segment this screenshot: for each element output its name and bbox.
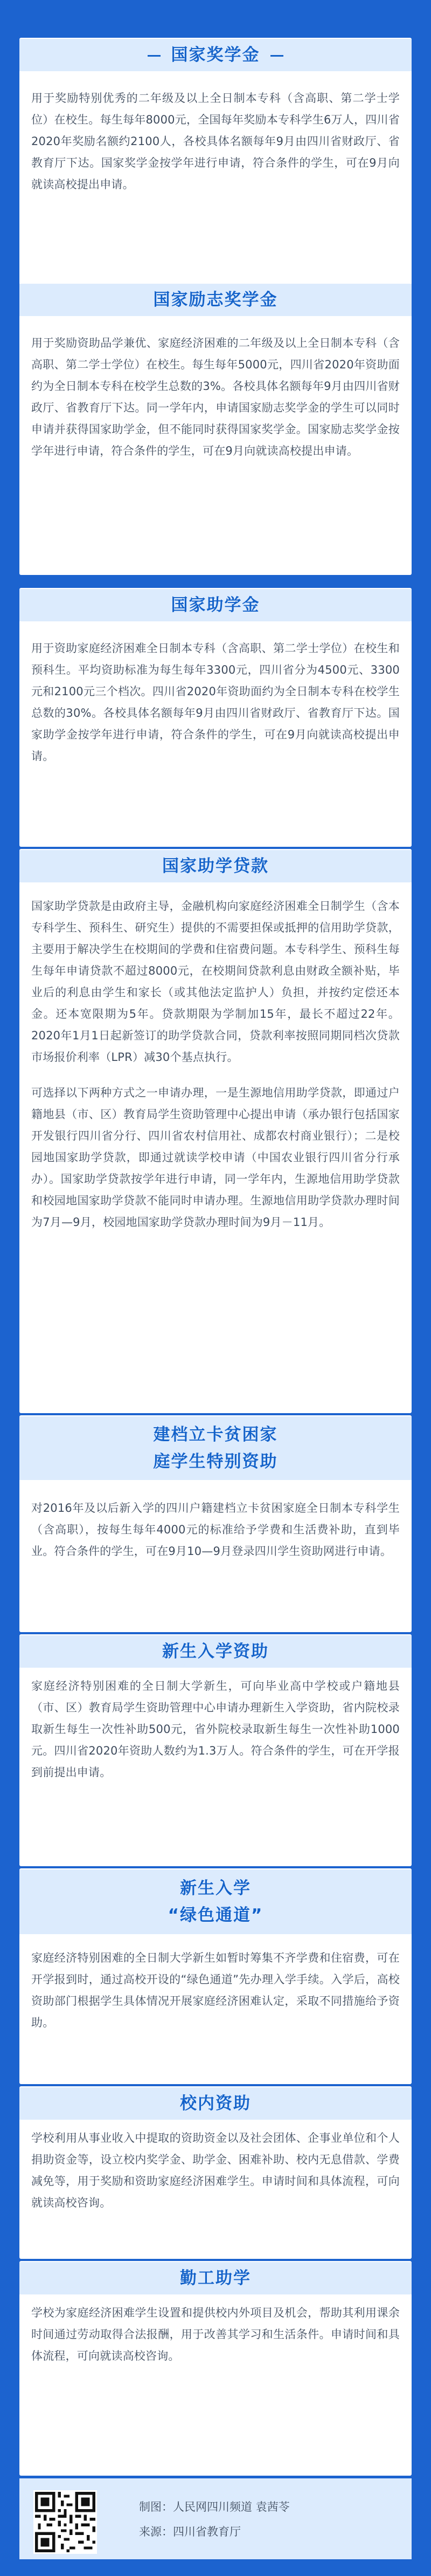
paragraph: 用于奖励特别优秀的二年级及以上全日制本专科（含高职、第二学士学位）在校生。每生每年8000元，全国每年奖励本专科学生6万人，四川省2020年奖励名额约2100人，各校具体名额每年9月由四川省财政厅、省教育厅下达。国家奖学金按学年进行申请，符合条件的学生，可在9月向就读高校提出申请。 xyxy=(31,92,400,191)
paragraph: 国家助学贷款是由政府主导，金融机构向家庭经济困难全日制学生（含本专科学生、预科生、研究生）提供的不需要担保或抵押的信用助学贷款，主要用于解决学生在校期间的学费和住宿费问题。本专科学生、预科生每生每年申请贷款不超过8000元，在校期间贷款利息由财政全额补贴，毕业后的利息由学生和家长（或其他法定监护人）负担，并按约定偿还本金。还本宽限期为5年。贷款期限为学制加15年，最长不超过22年。2020年1月1日起新签订的助学贷款合同，贷款利率按照同期同档次贷款市场报价利率（LPR）减30个基点执行。 xyxy=(31,900,400,1064)
paragraph: 学校利用从事业收入中提取的资助资金以及社会团体、企事业单位和个人捐助资金等，设立校内奖学金、助学金、困难补助、校内无息借款、学费减免等，用于奖励和资助家庭经济困难学生。申请时间和具体流程，可向就读高校咨询。 xyxy=(31,2132,400,2209)
section-title: 勤工助学 xyxy=(180,2269,251,2288)
section-header xyxy=(19,850,412,882)
section-header xyxy=(19,39,412,71)
paragraph: 学校为家庭经济困难学生设置和提供校内外项目及机会，帮助其利用课余时间通过劳动取得合法报酬，用于改善其学习和生活条件。申请时间和具体流程，可向就读高校咨询。 xyxy=(31,2306,400,2362)
section-body xyxy=(31,2127,400,2214)
section-body xyxy=(31,895,400,1233)
paragraph: 用于奖励资助品学兼优、家庭经济困难的二年级及以上全日制本专科（含高职、第二学士学位）在校生。每生每年5000元，四川省2020年资助面约为全日制本专科在校学生总数的3%。各校具体名额每年9月由四川省财政厅、省教育厅下达。同一学年内，申请国家励志奖学金的学生可以同时申请并获得国家助学金，但不能同时获得国家奖学金。国家励志奖学金按学年进行申请，符合条件的学生，可在9月向就读高校提出申请。 xyxy=(31,337,400,457)
section-body xyxy=(31,332,400,462)
section-header xyxy=(19,1416,412,1480)
section-title: 国家助学金 xyxy=(171,595,260,615)
section-header xyxy=(19,2087,412,2120)
section-body xyxy=(31,638,400,767)
section-body xyxy=(31,2302,400,2367)
qr-code-icon xyxy=(35,2492,95,2552)
source-credit: 来源：四川省教育厅 xyxy=(139,2525,241,2538)
section-title: 国家助学贷款 xyxy=(162,857,269,876)
section-title: 新生入学资助 xyxy=(162,1642,269,1661)
section-title: 国家奖学金 xyxy=(171,45,260,65)
producer-credit: 制图：人民网四川频道 袁茜苓 xyxy=(139,2500,290,2513)
section-body xyxy=(31,87,400,195)
section-title: 国家励志奖学金 xyxy=(153,290,278,310)
section-body xyxy=(31,1947,400,2033)
title-decoration-right xyxy=(270,55,283,57)
paragraph: 可选择以下两种方式之一申请办理，一是生源地信用助学贷款，即通过户籍地县（市、区）教育局学生资助管理中心提出申请（承办银行包括国家开发银行四川省分行、四川省农村信用社、成都农村商业银行）；二是校园地国家助学贷款，即通过就读学校申请（中国农业银行四川省分行承办）。国家助学贷款按学年进行申请，同一学年内，生源地信用助学贷款和校园地国家助学贷款不能同时申请办理。生源地信用助学贷款办理时间为7月—9月，校园地国家助学贷款办理时间为9月－11月。 xyxy=(31,1086,400,1229)
qr-code[interactable] xyxy=(33,2490,97,2554)
paragraph: 用于资助家庭经济困难全日制本专科（含高职、第二学士学位）在校生和预科生。平均资助标准为每生每年3300元，四川省分为4500元、3300元和2100元三个档次。四川省2020年资助面约为全日制本专科在校学生总数的30%。各校具体名额每年9月由四川省财政厅、省教育厅下达。国家助学金按学年进行申请，符合条件的学生，可在9月向就读高校提出申请。 xyxy=(31,642,400,763)
section-body xyxy=(31,1497,400,1562)
section-header xyxy=(19,1869,412,1934)
section-body xyxy=(31,1675,400,1783)
section-header xyxy=(19,2262,412,2294)
paragraph: 家庭经济特别困难的全日制大学新生，可向毕业高中学校或户籍地县（市、区）教育局学生资助管理中心申请办理新生入学资助，省内院校录取新生每生一次性补助500元，省外院校录取新生每生一次性补助1000元。四川省2020年资助人数约为1.3万人。符合条件的学生，可在开学报到前提出申请。 xyxy=(31,1680,400,1779)
section-title-line: 新生入学 xyxy=(180,1879,251,1898)
paragraph: 对2016年及以后新入学的四川户籍建档立卡贫困家庭全日制本专科学生（含高职），按每生每年4000元的标准给予学费和生活费补助，直到毕业。符合条件的学生，可在9月10—9月登录四川学生资助网进行申请。 xyxy=(31,1502,400,1558)
section-title-line: 建档立卡贫困家 xyxy=(153,1425,278,1444)
title-decoration-left xyxy=(148,55,161,57)
section-header xyxy=(19,284,412,316)
section-header xyxy=(19,589,412,621)
section-title-line: 庭学生特别资助 xyxy=(153,1452,278,1471)
section-header xyxy=(19,1635,412,1668)
section-title-line: “绿色通道” xyxy=(168,1906,263,1925)
paragraph: 家庭经济特别困难的全日制大学新生如暂时筹集不齐学费和住宿费，可在开学报到时，通过高校开设的“绿色通道”先办理入学手续。入学后，高校资助部门根据学生具体情况开展家庭经济困难认定，采取不同措施给予资助。 xyxy=(31,1951,400,2029)
section-title: 校内资助 xyxy=(180,2094,251,2113)
